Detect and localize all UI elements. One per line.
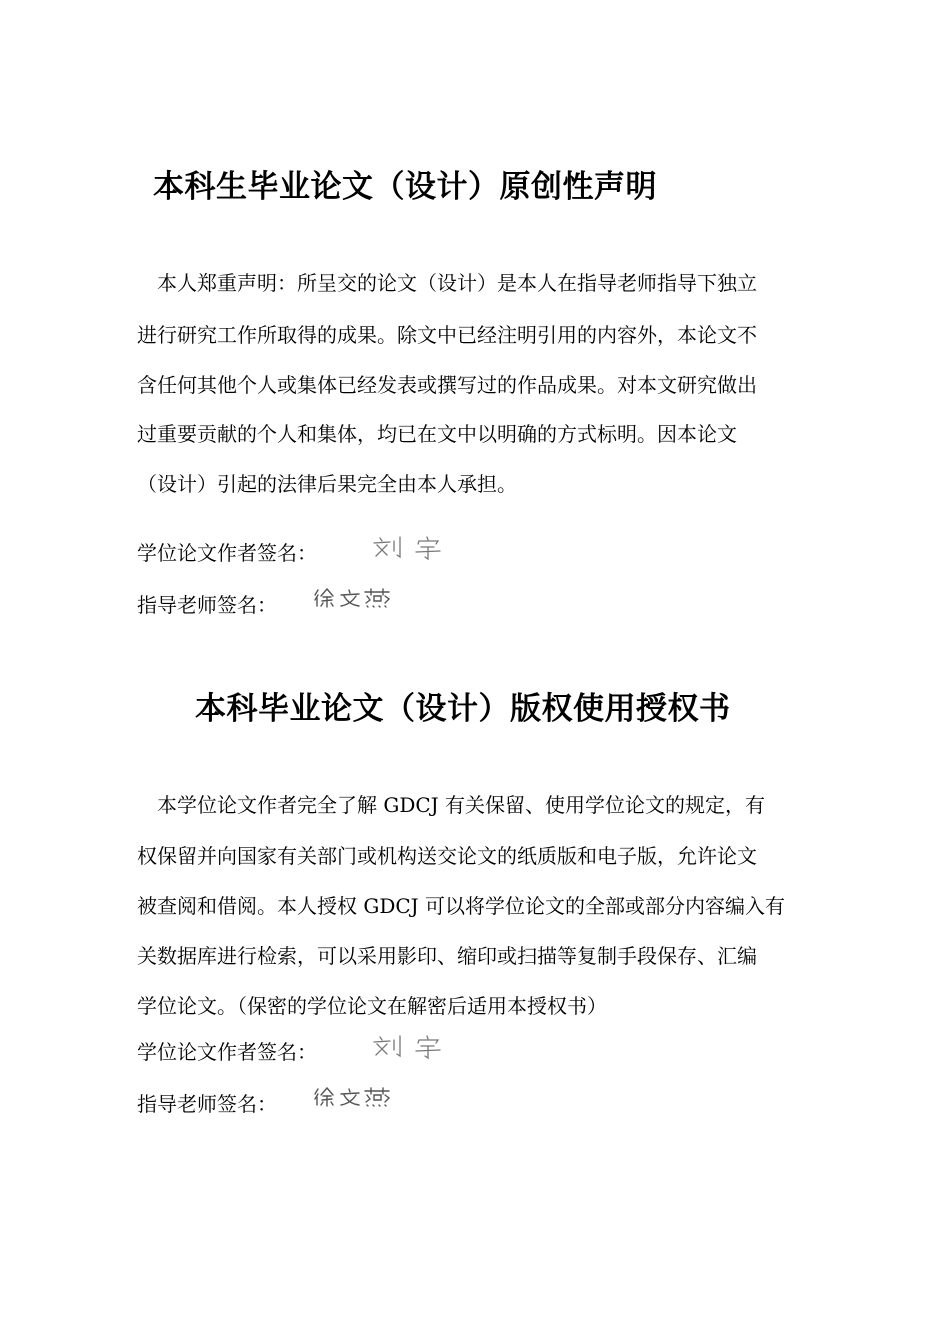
authorization-advisor-sign-label: 指导老师签名： — [137, 1092, 277, 1116]
declaration-line-3: 含任何其他个人或集体已经发表或撰写过的作品成果。对本文研究做出 — [137, 373, 757, 397]
authorization-title: 本科毕业论文（设计）版权使用授权书 — [195, 691, 731, 727]
declaration-line-5: （设计）引起的法律后果完全由本人承担。 — [137, 472, 517, 496]
authorization-line-3: 被查阅和借阅。本人授权 GDCJ 可以将学位论文的全部或部分内容编入有 — [137, 894, 786, 918]
authorization-line-4: 关数据库进行检索，可以采用影印、缩印或扫描等复制手段保存、汇编 — [137, 944, 757, 968]
declaration-line-2: 进行研究工作所取得的成果。除文中已经注明引用的内容外，本论文不 — [137, 323, 757, 347]
author-signature-image — [372, 1034, 448, 1060]
declaration-line-1: 本人郑重声明：所呈交的论文（设计）是本人在指导老师指导下独立 — [137, 271, 757, 295]
authorization-line-1: 本学位论文作者完全了解 GDCJ 有关保留、使用学位论文的规定，有 — [137, 793, 766, 817]
authorization-author-sign-label: 学位论文作者签名： — [137, 1040, 317, 1064]
declaration-line-4: 过重要贡献的个人和集体，均已在文中以明确的方式标明。因本论文 — [137, 422, 737, 446]
advisor-signature-image — [313, 1086, 393, 1108]
authorization-line-5: 学位论文。（保密的学位论文在解密后适用本授权书） — [137, 994, 607, 1018]
authorization-line-2: 权保留并向国家有关部门或机构送交论文的纸质版和电子版，允许论文 — [137, 844, 757, 868]
declaration-advisor-sign-label: 指导老师签名： — [137, 593, 277, 617]
advisor-signature-image — [313, 587, 393, 609]
declaration-title: 本科生毕业论文（设计）原创性声明 — [153, 169, 657, 205]
author-signature-image — [372, 535, 448, 561]
declaration-author-sign-label: 学位论文作者签名： — [137, 541, 317, 565]
